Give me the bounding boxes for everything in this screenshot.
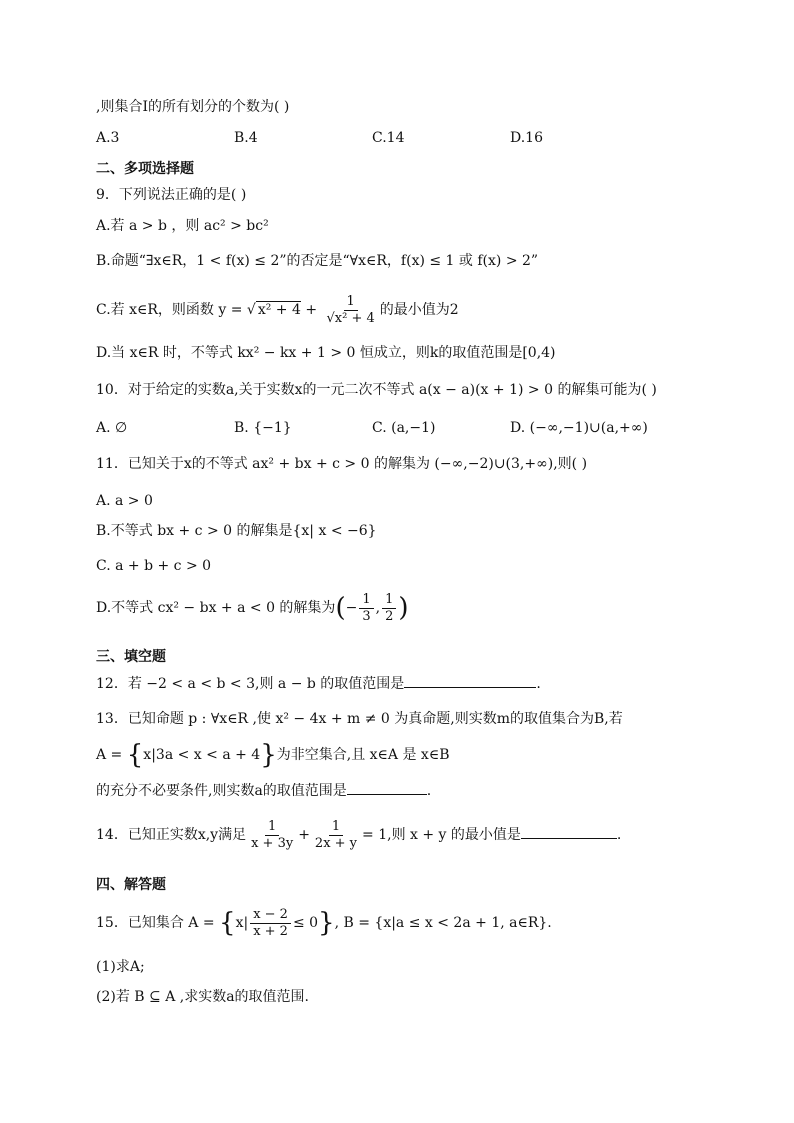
q14-fraction-2 bbox=[312, 819, 360, 852]
q11-option-a: A. a > 0 bbox=[96, 493, 153, 509]
q8-option-d: D.16 bbox=[510, 130, 543, 146]
q14-fraction-1 bbox=[248, 819, 296, 852]
q12-end: . bbox=[536, 676, 541, 692]
fraction-numerator: 1 bbox=[329, 819, 343, 836]
q13-end: . bbox=[426, 783, 432, 799]
section-heading-fill-in: 三、填空题 bbox=[96, 649, 166, 665]
minus-sign: − bbox=[345, 600, 358, 616]
q14-prefix: 14．已知正实数x,y满足 bbox=[96, 827, 247, 843]
q9-option-a: A.若 a > b ，则 ac² > bc² bbox=[96, 218, 269, 234]
q11-option-c: C. a + b + c > 0 bbox=[96, 558, 212, 574]
q8-option-b: B.4 bbox=[234, 130, 258, 146]
q13-set-body: x|3a < x < a + 4 bbox=[143, 747, 261, 763]
q9-option-c-sqrt: x² + 4 bbox=[257, 302, 301, 318]
q10-option-d: D. (−∞,−1)∪(a,+∞) bbox=[510, 420, 648, 436]
q9-option-c bbox=[96, 290, 459, 330]
right-paren: ) bbox=[398, 593, 409, 623]
q10-option-c: C. (a,−1) bbox=[372, 420, 436, 436]
fraction-denominator: √x² + 4 bbox=[326, 310, 375, 326]
q13-line-2-prefix: A = bbox=[96, 747, 127, 763]
q9-option-c-prefix: C.若 x∈R，则函数 y = bbox=[96, 302, 247, 318]
q10-option-a: A. ∅ bbox=[96, 420, 128, 436]
fraction-denominator: 2 bbox=[385, 608, 394, 624]
q14-rest: = 1,则 x + y 的最小值是 bbox=[362, 827, 521, 843]
q15-set-x: x| bbox=[235, 915, 249, 931]
left-brace: { bbox=[126, 740, 144, 770]
q15-part-1: (1)求A; bbox=[96, 959, 145, 975]
q8-option-c: C.14 bbox=[372, 130, 405, 146]
fraction-denominator: x + 2 bbox=[253, 923, 288, 939]
left-paren: ( bbox=[335, 593, 346, 623]
fraction-numerator: 1 bbox=[344, 294, 358, 311]
q11-option-d-prefix: D.不等式 cx² − bx + a < 0 的解集为 bbox=[96, 600, 336, 616]
fraction-numerator: 1 bbox=[265, 819, 279, 836]
q12 bbox=[96, 673, 541, 694]
q12-answer-blank[interactable] bbox=[404, 673, 536, 688]
q12-text: 12．若 −2 < a < b < 3,则 a − b 的取值范围是 bbox=[96, 676, 405, 692]
left-brace: { bbox=[219, 908, 236, 938]
q9-option-c-suffix: 的最小值为2 bbox=[379, 302, 459, 318]
q13-line-3-text: 的充分不必要条件,则实数a的取值范围是 bbox=[96, 783, 347, 799]
q13-line-1: 13．已知命题 p : ∀x∈R ,使 x² − 4x + m ≠ 0 为真命题,则实数m的取值集合为B,若 bbox=[96, 711, 623, 727]
q9-option-d: D.当 x∈R 时，不等式 kx² − kx + 1 > 0 恒成立，则k的取值范围是[0,4) bbox=[96, 345, 556, 361]
section-heading-solutions: 四、解答题 bbox=[96, 877, 166, 893]
fraction-numerator: 1 bbox=[382, 592, 396, 609]
q9-option-c-fraction bbox=[324, 294, 378, 327]
section-heading-multiple-choice: 二、多项选择题 bbox=[96, 161, 194, 177]
q15-le0: ≤ 0 bbox=[292, 915, 319, 931]
q13-answer-blank[interactable] bbox=[347, 780, 427, 795]
q15-fraction bbox=[250, 907, 291, 940]
q11-option-b: B.不等式 bx + c > 0 的解集是{x| x < −6} bbox=[96, 523, 377, 539]
fraction-denominator: 3 bbox=[362, 608, 371, 624]
q15-b-part: , B = {x|a ≤ x < 2a + 1, a∈R}. bbox=[334, 915, 552, 931]
q13-line-2 bbox=[96, 740, 450, 770]
q15-prefix: 15．已知集合 A = bbox=[96, 915, 220, 931]
fraction-numerator: 1 bbox=[359, 592, 373, 609]
q10-option-b: B. {−1} bbox=[234, 420, 292, 436]
sqrt-symbol: √ bbox=[246, 302, 256, 318]
q14-answer-blank[interactable] bbox=[521, 824, 617, 839]
q11-fraction-2 bbox=[382, 592, 396, 625]
q9-option-b: B.命题“∃x∈R，1 < f(x) ≤ 2”的否定是“∀x∈R，f(x) ≤ 1 或 f(x) > 2” bbox=[96, 253, 539, 269]
fraction-denominator: 2x + y bbox=[314, 835, 358, 851]
q15-stem bbox=[96, 903, 552, 943]
comma: , bbox=[375, 600, 381, 616]
q9-stem: 9．下列说法正确的是( ) bbox=[96, 187, 247, 203]
q11-fraction-1 bbox=[359, 592, 373, 625]
q13-line-2-suffix: 为非空集合,且 x∈A 是 x∈B bbox=[276, 747, 450, 763]
q11-option-d bbox=[96, 588, 409, 628]
q10-stem: 10．对于给定的实数a,关于实数x的一元二次不等式 a(x − a)(x + 1) > 0 的解集可能为( ) bbox=[96, 382, 657, 398]
q11-stem: 11．已知关于x的不等式 ax² + bx + c > 0 的解集为 (−∞,−2)∪(3,+∞),则( ) bbox=[96, 456, 588, 472]
q8-stem-tail: ,则集合I的所有划分的个数为( ) bbox=[96, 99, 290, 115]
q13-line-3 bbox=[96, 780, 431, 801]
q14 bbox=[96, 815, 621, 855]
fraction-numerator: x − 2 bbox=[250, 907, 291, 924]
q14-end: . bbox=[616, 827, 622, 843]
right-brace: } bbox=[318, 908, 335, 938]
q8-option-a: A.3 bbox=[96, 130, 120, 146]
q15-part-2: (2)若 B ⊆ A ,求实数a的取值范围. bbox=[96, 989, 310, 1005]
plus-sign: + bbox=[298, 827, 310, 843]
fraction-denominator: x + 3y bbox=[251, 835, 294, 851]
q9-option-c-plus: + bbox=[300, 302, 322, 318]
right-brace: } bbox=[260, 740, 277, 770]
